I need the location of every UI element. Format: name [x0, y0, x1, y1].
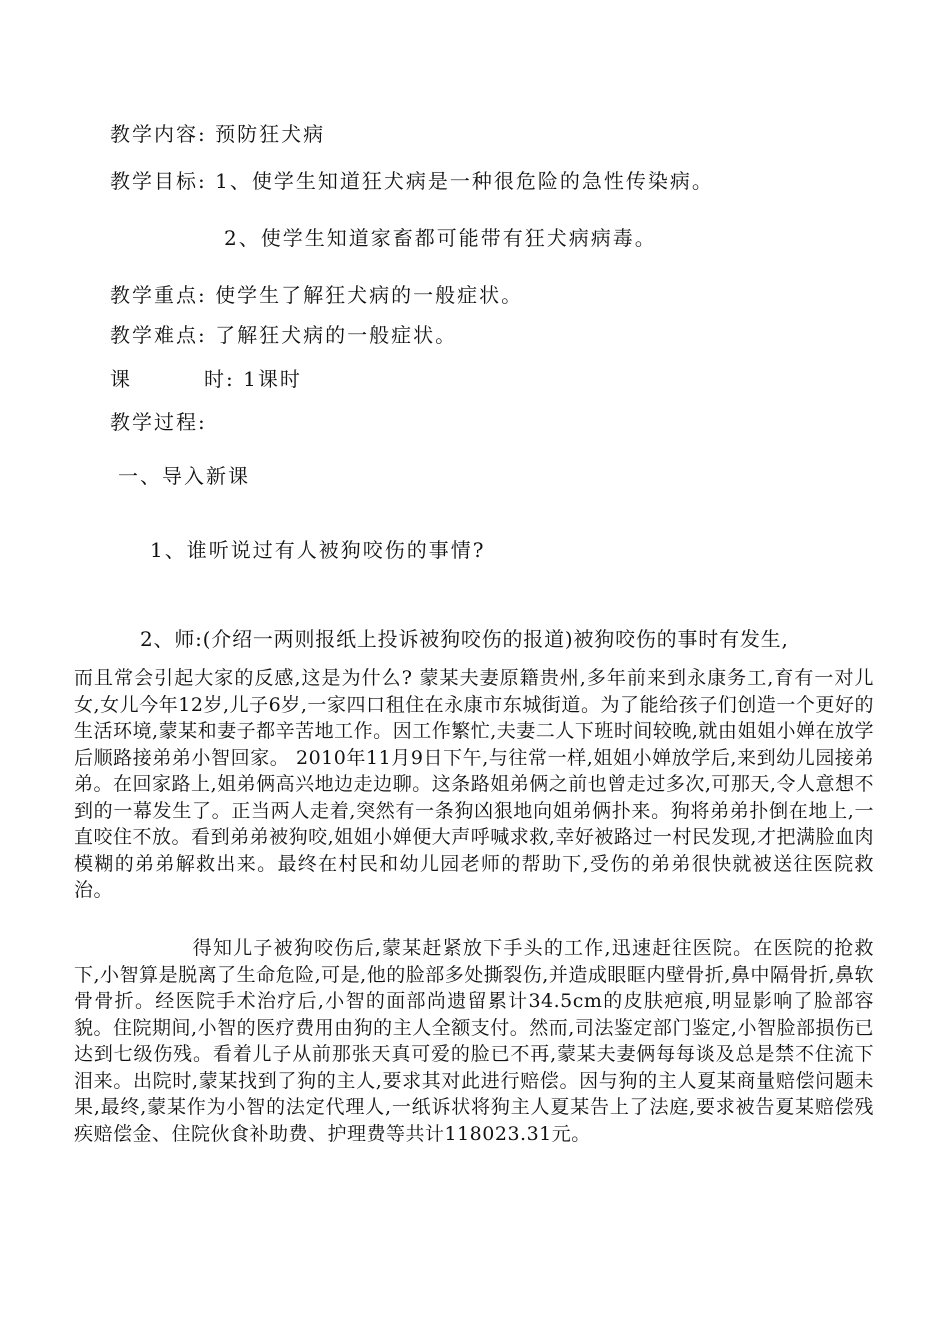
goal-item-1: 1、使学生知道狂犬病是一种很危险的急性传染病。 — [215, 169, 714, 193]
class-hours-label-b: 时: — [204, 367, 235, 391]
item-2: 2、师:(介绍一两则报纸上投诉被狗咬伤的报道)被狗咬伤的事时有发生, — [140, 627, 789, 651]
story-paragraph-2-text: 得知儿子被狗咬伤后,蒙某赶紧放下手头的工作,迅速赶往医院。在医院的抢救下,小智算是脱离了生命危险,可是,他的脸部多处撕裂伤,并造成眼眶内壁骨折,鼻中隔骨折,鼻软骨骨折。经医院手术治疗后,小智的面部尚遗留累计34.5cm的皮肤疤痕,明显影响了脸部容貌。住院期间,小智的医疗费用由狗的主人全额支付。然而,司法鉴定部门鉴定,小智脸部损伤已达到七级伤残。看着儿子从前那张天真可爱的脸已不再,蒙某夫妻俩每每谈及总是禁不住流下泪来。出院时,蒙某找到了狗的主人,要求其对此进行赔偿。因与狗的主人夏某商量赔偿问题未果,最终,蒙某作为小智的法定代理人,一纸诉状将狗主人夏某告上了法庭,要求被告夏某赔偿残疾赔偿金、住院伙食补助费、护理费等共计118023.31元。 — [74, 937, 874, 1145]
story-paragraph-1-text: 而且常会引起大家的反感,这是为什么? 蒙某夫妻原籍贵州,多年前来到永康务工,育有一对儿女,女儿今年12岁,儿子6岁,一家四口租住在永康市东城街道。为了能给孩子们创造一个更好的生活环境,蒙某和妻子都辛苦地工作。因工作繁忙,夫妻二人下班时间较晚,就由姐姐小婵在放学后顺路接弟弟小智回家。 2010年11月9日下午,与往常一样,姐姐小婵放学后,来到幼儿园接弟弟。在回家路上,姐弟俩高兴地边走边聊。这条路姐弟俩之前也曾走过多次,可那天,令人意想不到的一幕发生了。正当两人走着,突然有一条狗凶狠地向姐弟俩扑来。狗将弟弟扑倒在地上,一直咬住不放。看到弟弟被狗咬,姐姐小婵便大声呼喊求救,幸好被路过一村民发现,才把满脸血肉模糊的弟弟解救出来。最终在村民和幼儿园老师的帮助下,受伤的弟弟很快就被送往医院救治。 — [74, 667, 874, 901]
key-point-value: 使学生了解狂犬病的一般症状。 — [215, 283, 524, 307]
key-point-line — [110, 283, 523, 307]
class-hours-line — [110, 367, 302, 391]
question-1: 1、谁听说过有人被狗咬伤的事情? — [150, 538, 486, 562]
story-paragraph-1 — [74, 665, 874, 904]
class-hours-value: 1课时 — [243, 367, 302, 391]
difficulty-label: 教学难点: — [110, 323, 207, 347]
section-1-title: 一、导入新课 — [118, 464, 250, 488]
goal-line-2 — [224, 226, 657, 250]
section-heading-1 — [118, 464, 250, 488]
class-hours-label-a: 课 — [110, 367, 132, 391]
process-label: 教学过程: — [110, 410, 207, 434]
difficulty-line — [110, 323, 457, 347]
content-line — [110, 122, 325, 146]
difficulty-value: 了解狂犬病的一般症状。 — [215, 323, 458, 347]
goal-label: 教学目标: — [110, 169, 207, 193]
process-line — [110, 410, 207, 434]
content-value: 预防狂犬病 — [215, 122, 326, 146]
item-2-line — [140, 627, 789, 651]
question-1-line — [150, 538, 485, 562]
key-point-label: 教学重点: — [110, 283, 207, 307]
goal-line-1 — [110, 169, 714, 193]
goal-item-2: 2、使学生知道家畜都可能带有狂犬病病毒。 — [224, 226, 657, 250]
content-label: 教学内容: — [110, 122, 207, 146]
story-paragraph-2 — [74, 935, 874, 1147]
